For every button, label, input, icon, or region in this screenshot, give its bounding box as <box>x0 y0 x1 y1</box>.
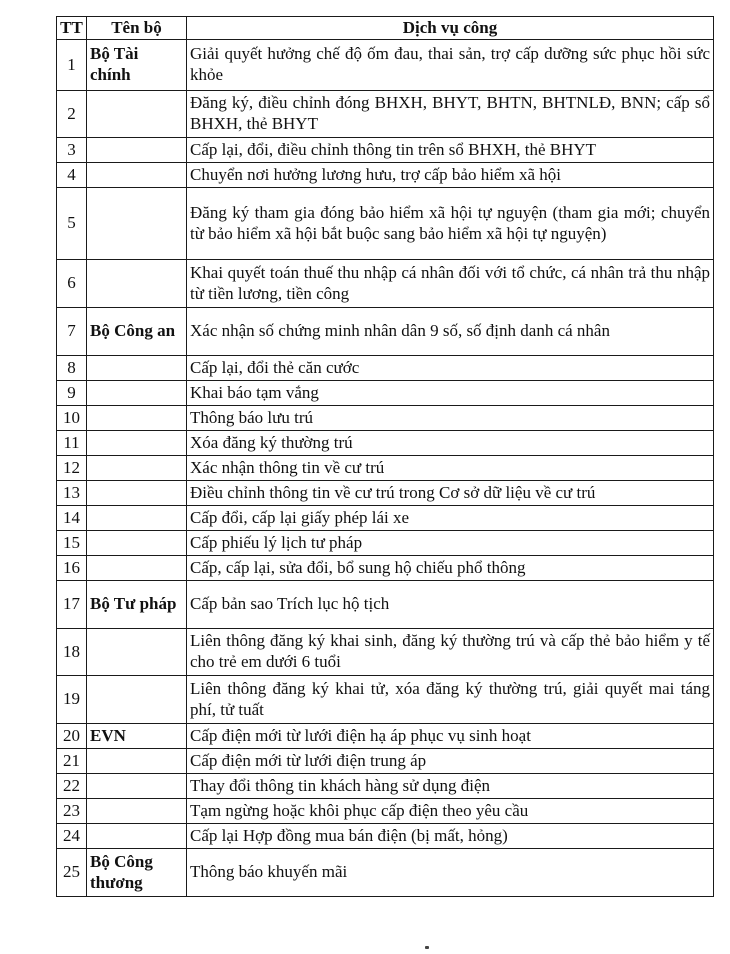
row-number: 7 <box>57 308 87 356</box>
row-number: 21 <box>57 749 87 774</box>
row-number: 1 <box>57 40 87 91</box>
row-number: 22 <box>57 774 87 799</box>
row-number: 8 <box>57 356 87 381</box>
row-ministry <box>87 356 187 381</box>
row-service: Cấp, cấp lại, sửa đổi, bổ sung hộ chiếu phổ thông <box>187 556 714 581</box>
row-ministry <box>87 749 187 774</box>
table-row <box>57 356 714 381</box>
row-ministry <box>87 629 187 676</box>
table-row <box>57 506 714 531</box>
row-service: Xóa đăng ký thường trú <box>187 431 714 456</box>
row-ministry <box>87 531 187 556</box>
row-service: Điều chỉnh thông tin về cư trú trong Cơ sở dữ liệu về cư trú <box>187 481 714 506</box>
row-service: Xác nhận số chứng minh nhân dân 9 số, số định danh cá nhân <box>187 308 714 356</box>
row-number: 6 <box>57 260 87 308</box>
row-ministry <box>87 824 187 849</box>
row-service: Cấp điện mới từ lưới điện hạ áp phục vụ sinh hoạt <box>187 724 714 749</box>
row-service: Giải quyết hưởng chế độ ốm đau, thai sản, trợ cấp dưỡng sức phục hồi sức khỏe <box>187 40 714 91</box>
row-ministry <box>87 431 187 456</box>
row-number: 14 <box>57 506 87 531</box>
table-row <box>57 188 714 260</box>
row-ministry <box>87 676 187 724</box>
table-row <box>57 381 714 406</box>
header-service: Dịch vụ công <box>187 17 714 40</box>
row-number: 9 <box>57 381 87 406</box>
row-number: 5 <box>57 188 87 260</box>
row-service: Thông báo khuyến mãi <box>187 849 714 897</box>
row-service: Liên thông đăng ký khai sinh, đăng ký thường trú và cấp thẻ bảo hiểm y tế cho trẻ em dưới 6 tuổi <box>187 629 714 676</box>
header-tt: TT <box>57 17 87 40</box>
table-row <box>57 40 714 91</box>
table-row <box>57 629 714 676</box>
row-service: Đăng ký tham gia đóng bảo hiểm xã hội tự nguyện (tham gia mới; chuyển từ bảo hiểm xã hội bắt buộc sang bảo hiểm xã hội tự nguyện) <box>187 188 714 260</box>
row-number: 24 <box>57 824 87 849</box>
row-ministry <box>87 260 187 308</box>
row-service: Liên thông đăng ký khai tử, xóa đăng ký thường trú, giải quyết mai táng phí, tử tuất <box>187 676 714 724</box>
table-row <box>57 431 714 456</box>
row-ministry <box>87 188 187 260</box>
row-number: 23 <box>57 799 87 824</box>
row-service: Thay đổi thông tin khách hàng sử dụng điện <box>187 774 714 799</box>
table-row <box>57 91 714 138</box>
row-ministry <box>87 91 187 138</box>
table-row <box>57 138 714 163</box>
row-service: Xác nhận thông tin về cư trú <box>187 456 714 481</box>
row-service: Cấp lại, đổi, điều chỉnh thông tin trên sổ BHXH, thẻ BHYT <box>187 138 714 163</box>
row-ministry <box>87 456 187 481</box>
row-ministry <box>87 381 187 406</box>
table-row <box>57 676 714 724</box>
row-service: Cấp lại Hợp đồng mua bán điện (bị mất, hỏng) <box>187 824 714 849</box>
row-number: 25 <box>57 849 87 897</box>
row-ministry: Bộ Công thương <box>87 849 187 897</box>
row-number: 11 <box>57 431 87 456</box>
row-number: 2 <box>57 91 87 138</box>
row-number: 12 <box>57 456 87 481</box>
table-row <box>57 849 714 897</box>
row-number: 10 <box>57 406 87 431</box>
row-ministry: Bộ Tài chính <box>87 40 187 91</box>
row-ministry: Bộ Công an <box>87 308 187 356</box>
row-number: 4 <box>57 163 87 188</box>
row-ministry <box>87 163 187 188</box>
row-ministry <box>87 481 187 506</box>
row-service: Khai quyết toán thuế thu nhập cá nhân đối với tổ chức, cá nhân trả thu nhập từ tiền lương, tiền công <box>187 260 714 308</box>
row-service: Tạm ngừng hoặc khôi phục cấp điện theo yêu cầu <box>187 799 714 824</box>
row-service: Cấp bản sao Trích lục hộ tịch <box>187 581 714 629</box>
row-number: 18 <box>57 629 87 676</box>
header-row <box>57 17 714 40</box>
header-ministry: Tên bộ <box>87 17 187 40</box>
row-service: Cấp phiếu lý lịch tư pháp <box>187 531 714 556</box>
table-row <box>57 556 714 581</box>
table-row <box>57 308 714 356</box>
row-number: 3 <box>57 138 87 163</box>
row-number: 13 <box>57 481 87 506</box>
row-service: Thông báo lưu trú <box>187 406 714 431</box>
row-ministry <box>87 774 187 799</box>
row-ministry <box>87 556 187 581</box>
table-row <box>57 481 714 506</box>
row-number: 19 <box>57 676 87 724</box>
row-ministry <box>87 138 187 163</box>
table-row <box>57 581 714 629</box>
table-row <box>57 456 714 481</box>
table-row <box>57 531 714 556</box>
row-ministry: Bộ Tư pháp <box>87 581 187 629</box>
row-service: Cấp điện mới từ lưới điện trung áp <box>187 749 714 774</box>
table-row <box>57 824 714 849</box>
public-services-table <box>56 16 714 897</box>
page-mark <box>425 946 429 949</box>
row-service: Cấp đổi, cấp lại giấy phép lái xe <box>187 506 714 531</box>
row-service: Cấp lại, đổi thẻ căn cước <box>187 356 714 381</box>
row-service: Khai báo tạm vắng <box>187 381 714 406</box>
row-number: 16 <box>57 556 87 581</box>
table-row <box>57 406 714 431</box>
table-row <box>57 749 714 774</box>
row-number: 17 <box>57 581 87 629</box>
row-number: 20 <box>57 724 87 749</box>
row-ministry: EVN <box>87 724 187 749</box>
table-row <box>57 260 714 308</box>
table-row <box>57 163 714 188</box>
table-row <box>57 774 714 799</box>
row-ministry <box>87 799 187 824</box>
row-ministry <box>87 406 187 431</box>
table-row <box>57 799 714 824</box>
row-ministry <box>87 506 187 531</box>
row-service: Đăng ký, điều chỉnh đóng BHXH, BHYT, BHTN, BHTNLĐ, BNN; cấp sổ BHXH, thẻ BHYT <box>187 91 714 138</box>
table-row <box>57 724 714 749</box>
row-service: Chuyển nơi hưởng lương hưu, trợ cấp bảo hiểm xã hội <box>187 163 714 188</box>
row-number: 15 <box>57 531 87 556</box>
